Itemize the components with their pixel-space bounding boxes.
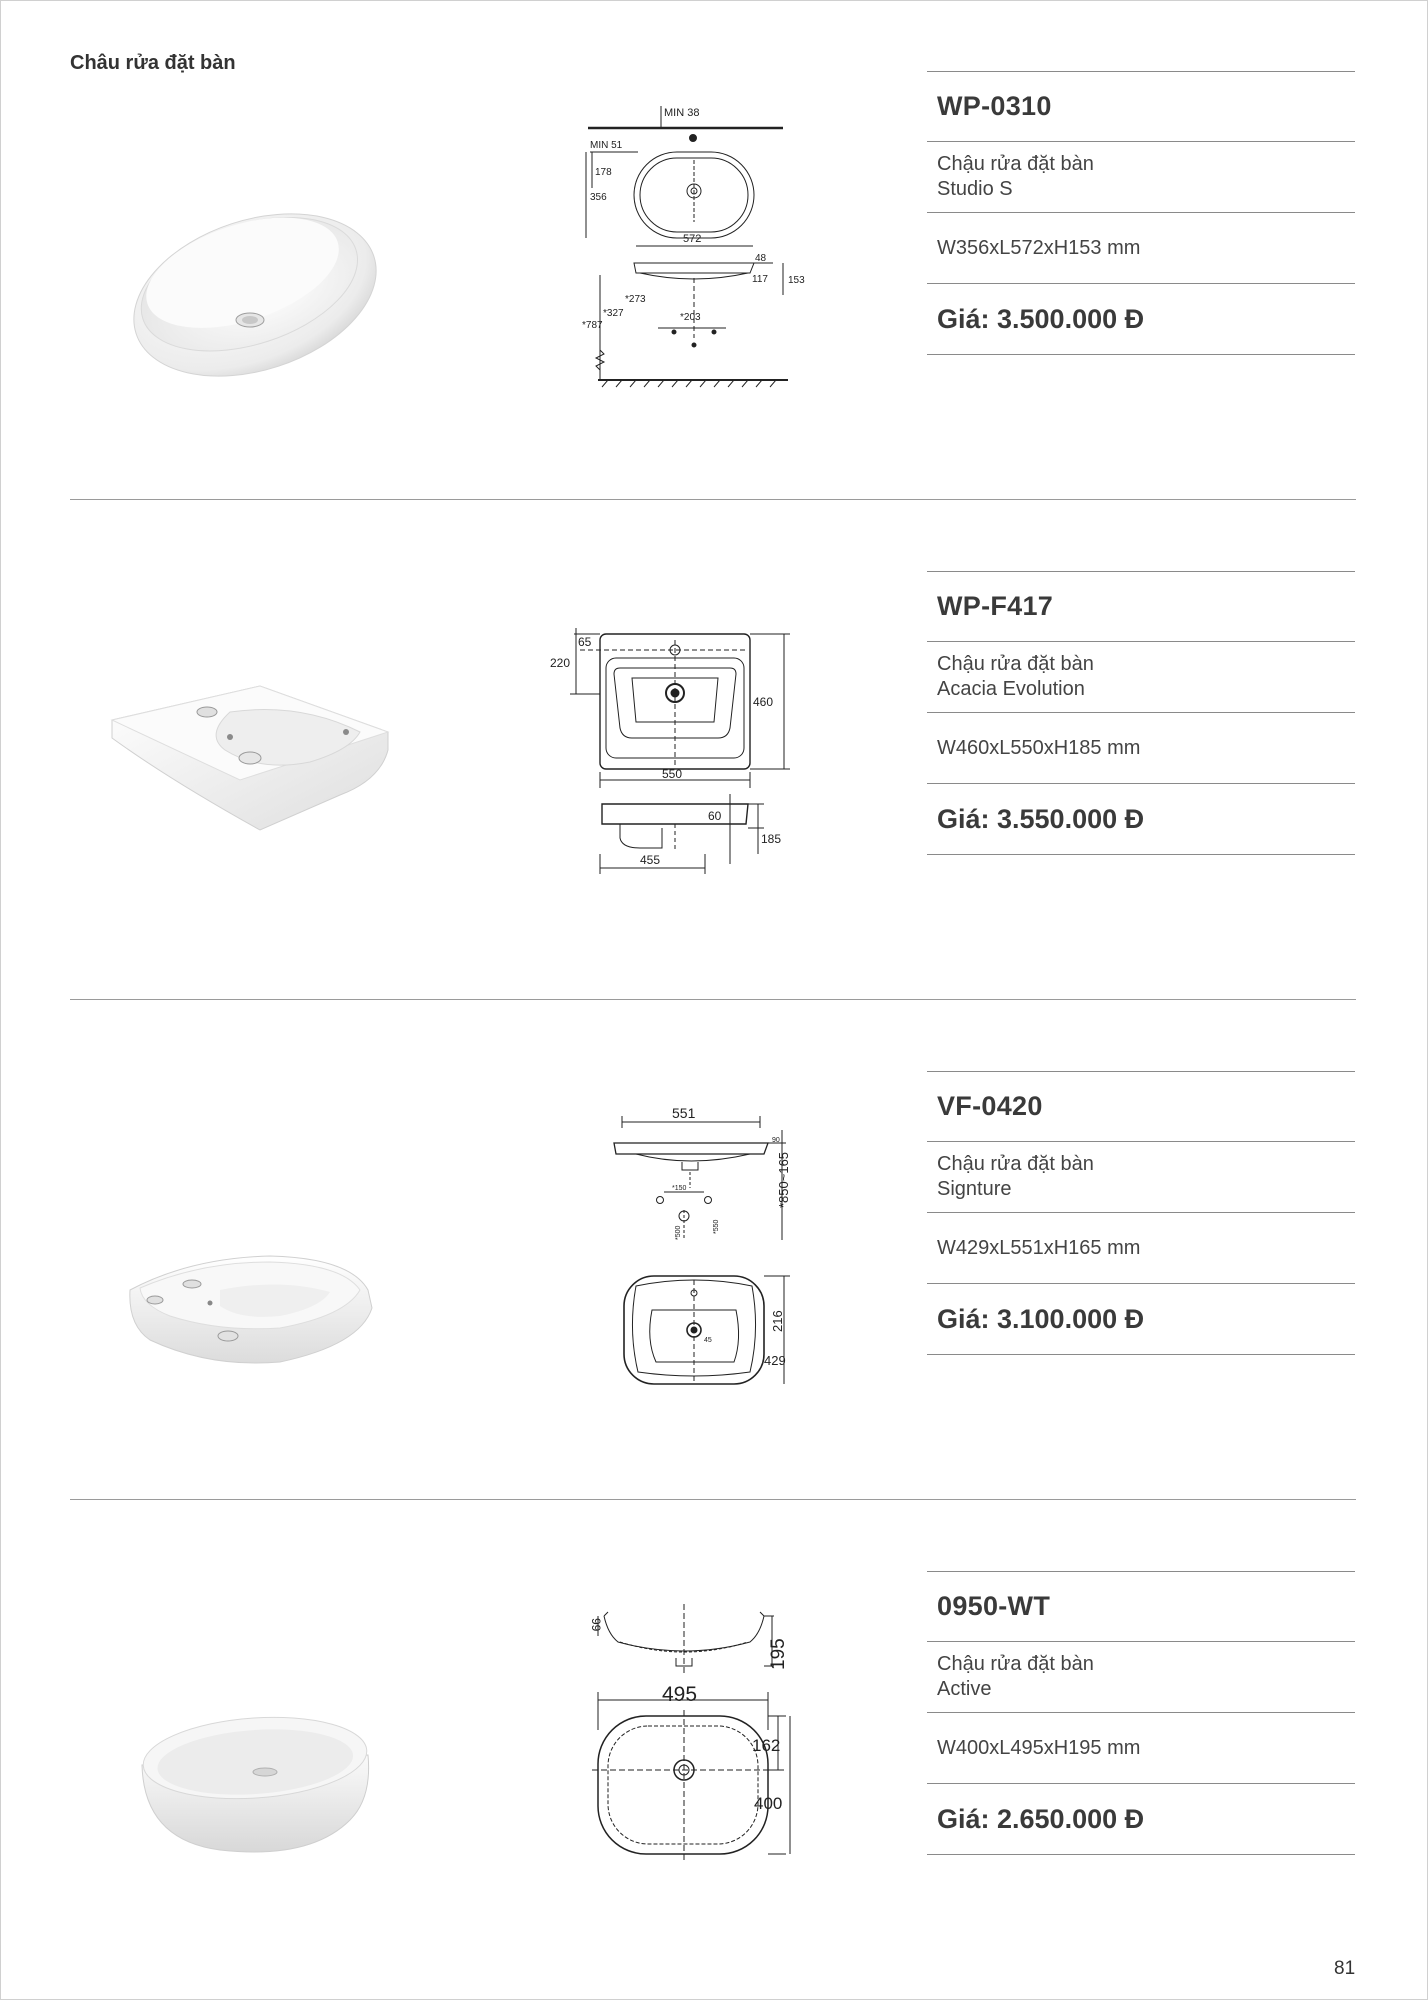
- dim-label: 220: [550, 656, 571, 670]
- technical-drawing: [540, 628, 820, 928]
- product-info: [927, 1571, 1355, 1855]
- product-code: 0950-WT: [937, 1591, 1051, 1621]
- product-dimensions: W356xL572xH153 mm: [937, 236, 1141, 259]
- product-code: WP-F417: [937, 591, 1054, 621]
- dim-label: 550: [662, 767, 683, 781]
- dim-label: *500: [675, 1225, 682, 1240]
- dim-label: MIN 51: [590, 140, 623, 151]
- section-title: Châu rửa đặt bàn: [70, 52, 236, 74]
- product-card-3: [0, 1000, 1428, 1500]
- dim-label: 99: [589, 1618, 603, 1632]
- dim-label: *550: [713, 1219, 720, 1234]
- dim-label: 178: [595, 167, 612, 178]
- dim-label: 45: [704, 1337, 712, 1344]
- product-price: Giá: 3.500.000 Đ: [937, 303, 1145, 334]
- product-description: [927, 642, 1355, 712]
- dim-label: *203: [680, 312, 701, 323]
- product-card-4: [0, 1500, 1428, 2000]
- technical-drawing: [570, 1100, 850, 1400]
- dim-label: 185: [761, 832, 782, 846]
- product-info: [927, 71, 1355, 355]
- product-model: Acacia Evolution: [937, 678, 1085, 700]
- dim-label: *850~165: [776, 1151, 791, 1208]
- product-type: Chậu rửa đặt bàn: [937, 153, 1094, 175]
- product-photo: [110, 1665, 400, 1915]
- product-price: Giá: 3.100.000 Đ: [937, 1303, 1145, 1334]
- dim-label: 65: [578, 635, 592, 649]
- dim-label: *150: [672, 1185, 687, 1192]
- product-info: [927, 1071, 1355, 1355]
- dim-label: 60: [708, 809, 722, 823]
- dim-label: 48: [755, 253, 767, 264]
- product-photo: [110, 160, 400, 410]
- divider: [927, 854, 1355, 855]
- dim-label: 429: [764, 1353, 786, 1368]
- technical-drawing: [544, 1600, 824, 1900]
- product-card-1: [0, 0, 1428, 500]
- dim-label: 153: [788, 275, 805, 286]
- product-type: Chậu rửa đặt bàn: [937, 1653, 1094, 1675]
- dim-label: *327: [603, 308, 624, 319]
- dim-label: 90: [772, 1137, 780, 1144]
- product-code: WP-0310: [937, 91, 1052, 121]
- dim-label: 551: [672, 1105, 696, 1121]
- dim-label: 400: [754, 1794, 783, 1813]
- dim-label: 455: [640, 853, 661, 867]
- product-description: [927, 1642, 1355, 1712]
- dim-label: *787: [582, 320, 603, 331]
- product-price: Giá: 2.650.000 Đ: [937, 1803, 1145, 1834]
- dim-label: 356: [590, 192, 607, 203]
- product-model: Active: [937, 1678, 992, 1700]
- divider: [927, 1354, 1355, 1355]
- dim-label: 460: [753, 695, 774, 709]
- dim-label: 117: [752, 274, 768, 285]
- product-photo: [110, 625, 400, 875]
- technical-drawing: [548, 100, 828, 400]
- product-price: Giá: 3.550.000 Đ: [937, 803, 1145, 834]
- dim-label: 495: [662, 1683, 698, 1706]
- dim-label: 195: [768, 1638, 789, 1670]
- product-photo: [110, 1190, 400, 1440]
- product-description: [927, 1142, 1355, 1212]
- product-type: Chậu rửa đặt bàn: [937, 1153, 1094, 1175]
- dim-label: 162: [752, 1736, 781, 1755]
- product-description: [927, 142, 1355, 212]
- divider: [927, 1854, 1355, 1855]
- dim-label: 572: [683, 233, 702, 245]
- dim-label: 216: [770, 1310, 785, 1332]
- product-model: Studio S: [937, 178, 1013, 200]
- product-dimensions: W429xL551xH165 mm: [937, 1236, 1141, 1259]
- product-type: Chậu rửa đặt bàn: [937, 653, 1094, 675]
- product-model: Signture: [937, 1178, 1012, 1200]
- dim-label: *273: [625, 294, 646, 305]
- page-number: 81: [1334, 1958, 1356, 1979]
- product-dimensions: W400xL495xH195 mm: [937, 1736, 1141, 1759]
- product-info: [927, 571, 1355, 855]
- divider: [927, 354, 1355, 355]
- product-code: VF-0420: [937, 1091, 1043, 1121]
- product-card-2: [0, 500, 1428, 1000]
- dim-label: MIN 38: [664, 107, 700, 119]
- product-dimensions: W460xL550xH185 mm: [937, 736, 1141, 759]
